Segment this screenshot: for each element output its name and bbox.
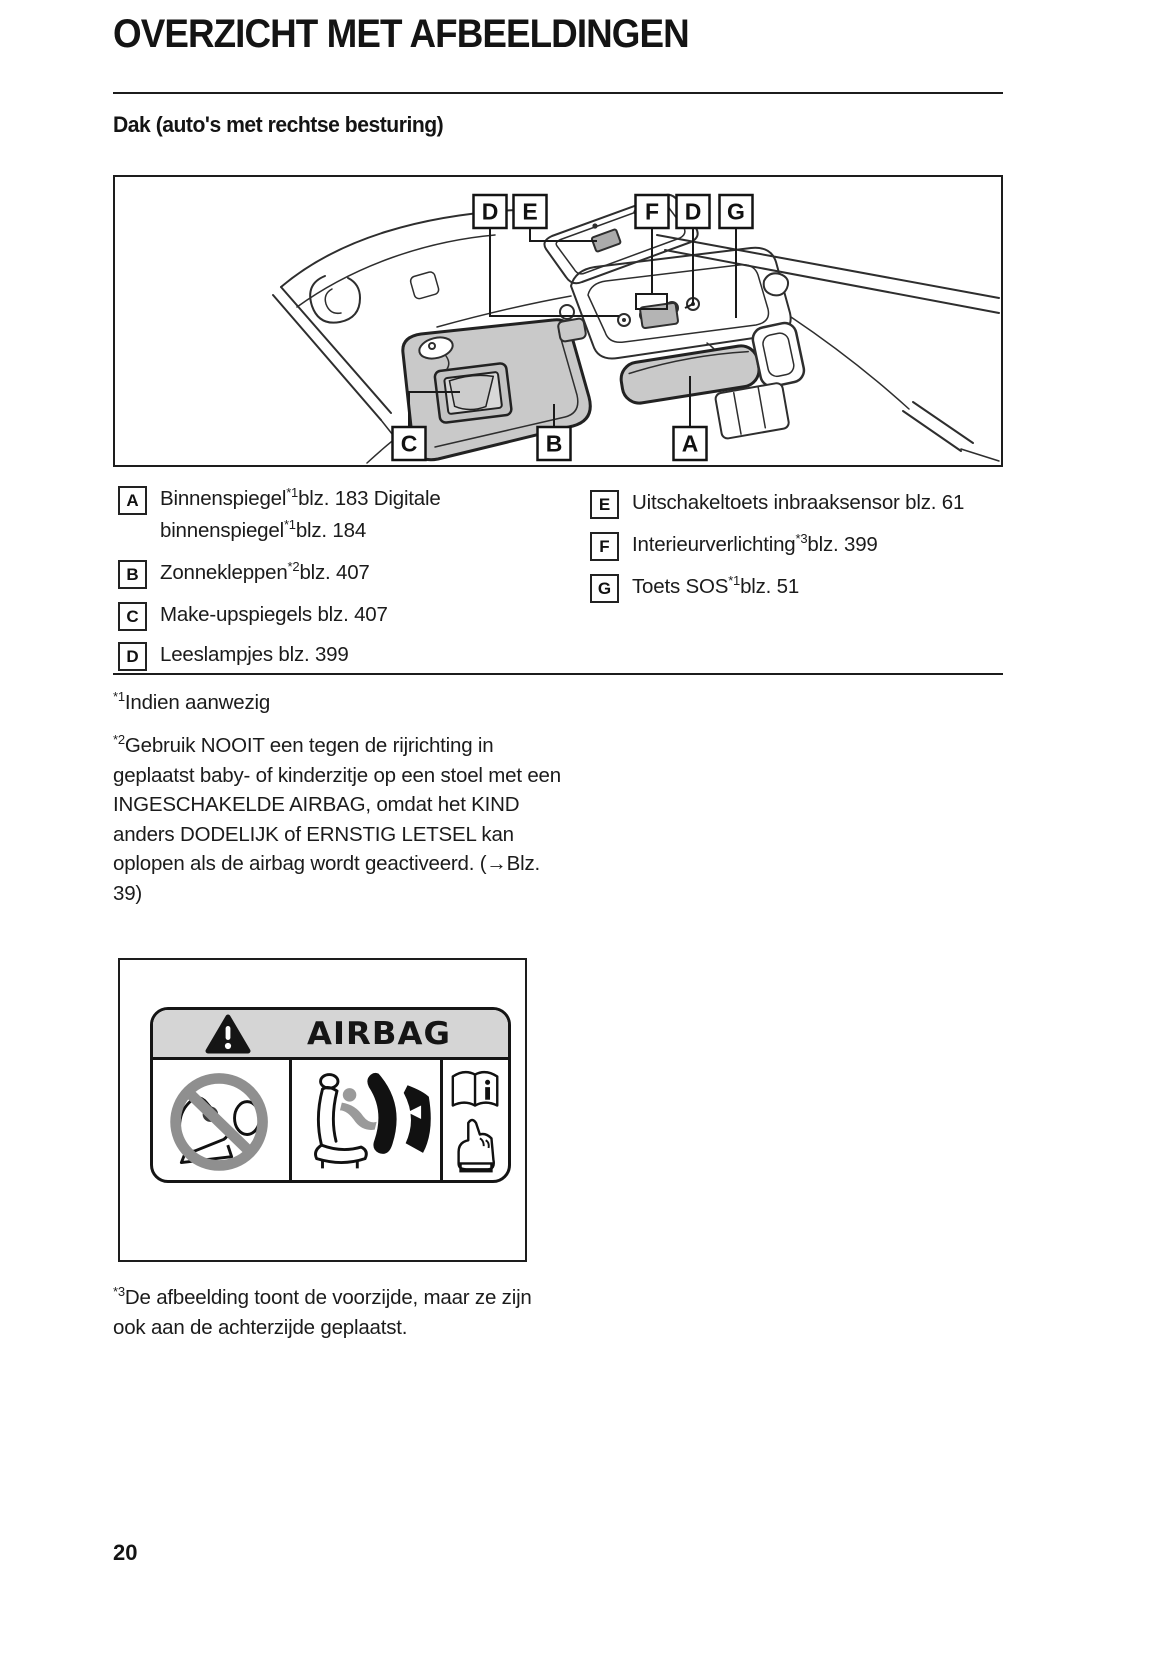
legend-item-e [590,487,964,519]
title-divider [113,92,1003,94]
airbag-label-header [153,1010,508,1060]
legend-key: G [590,574,619,603]
legend-key: A [118,486,147,515]
legend-label: Toets SOS$^{*1}$blz. 51 [632,573,800,598]
svg-text:G: G [727,198,745,225]
legend-label: Make-upspiegels blz. 407 [160,603,388,626]
legend-label: Uitschakeltoets inbraaksensor blz. 61 [632,491,965,514]
airbag-warning-label [150,1007,511,1183]
footnote-1: $^{*1}$Indien aanwezig [113,689,271,714]
svg-text:E: E [522,198,538,225]
legend-item-g [590,571,799,603]
roof-diagram-frame [113,175,1003,467]
legend-key: B [118,560,147,589]
warning-triangle-icon [205,1013,251,1055]
legend-item-f [590,529,878,561]
legend-item-d [118,639,349,671]
page-number: 20 [113,1540,138,1565]
roof-clip [409,271,439,300]
legend-key: D [118,642,147,671]
legend-divider [113,673,1003,675]
svg-text:D: D [481,198,499,225]
svg-text:F: F [644,198,660,225]
svg-text:A: A [681,430,699,457]
callout-top [474,195,753,228]
sos-switch-pack [640,303,679,329]
footnote-2: $^{*2}$Gebruik NOOIT een tegen de rijrichting in geplaatst baby- of kinderzitje op een stoel met een INGESCHAKELDE AIRBAG, omdat het KIND anders DODELIJK of ERNSTIG LETSEL kan oplopen als de airbag wordt geactiveerd. (→Blz. 39) [113,732,561,905]
read-owners-manual-icon [443,1060,508,1180]
airbag-warning-figure [118,958,527,1262]
legend-label: Binnenspiegel$^{*1}$blz. 183 Digitale binnenspiegel$^{*1}$blz. 184 [160,485,441,542]
roof-diagram [115,177,1001,465]
no-rearfacing-child-seat-icon [153,1060,292,1180]
svg-text:D: D [684,198,702,225]
footnote-3: $^{*3}$De afbeelding toont de voorzijde, maar ze zijn ook aan de achterzijde geplaatst. [113,1284,532,1339]
airbag-deployment-icon [292,1060,443,1180]
legend-item-c [118,599,388,631]
airbag-label-title: AIRBAG [307,1015,452,1052]
legend-item-a [118,483,490,547]
legend-label: Zonnekleppen$^{*2}$blz. 407 [160,559,370,584]
svg-text:B: B [545,430,563,457]
page-title: OVERZICHT MET AFBEELDINGEN [113,12,689,56]
legend-key: F [590,532,619,561]
coat-hook [764,273,788,295]
legend-key: E [590,490,619,519]
legend-label: Leeslampjes blz. 399 [160,643,349,666]
grab-handle [751,321,807,389]
legend-label: Interieurverlichting$^{*3}$blz. 399 [632,531,878,556]
legend-item-b [118,557,370,589]
svg-text:C: C [400,430,418,457]
legend-key: C [118,602,147,631]
section-heading: Dak (auto's met rechtse besturing) [113,112,444,137]
